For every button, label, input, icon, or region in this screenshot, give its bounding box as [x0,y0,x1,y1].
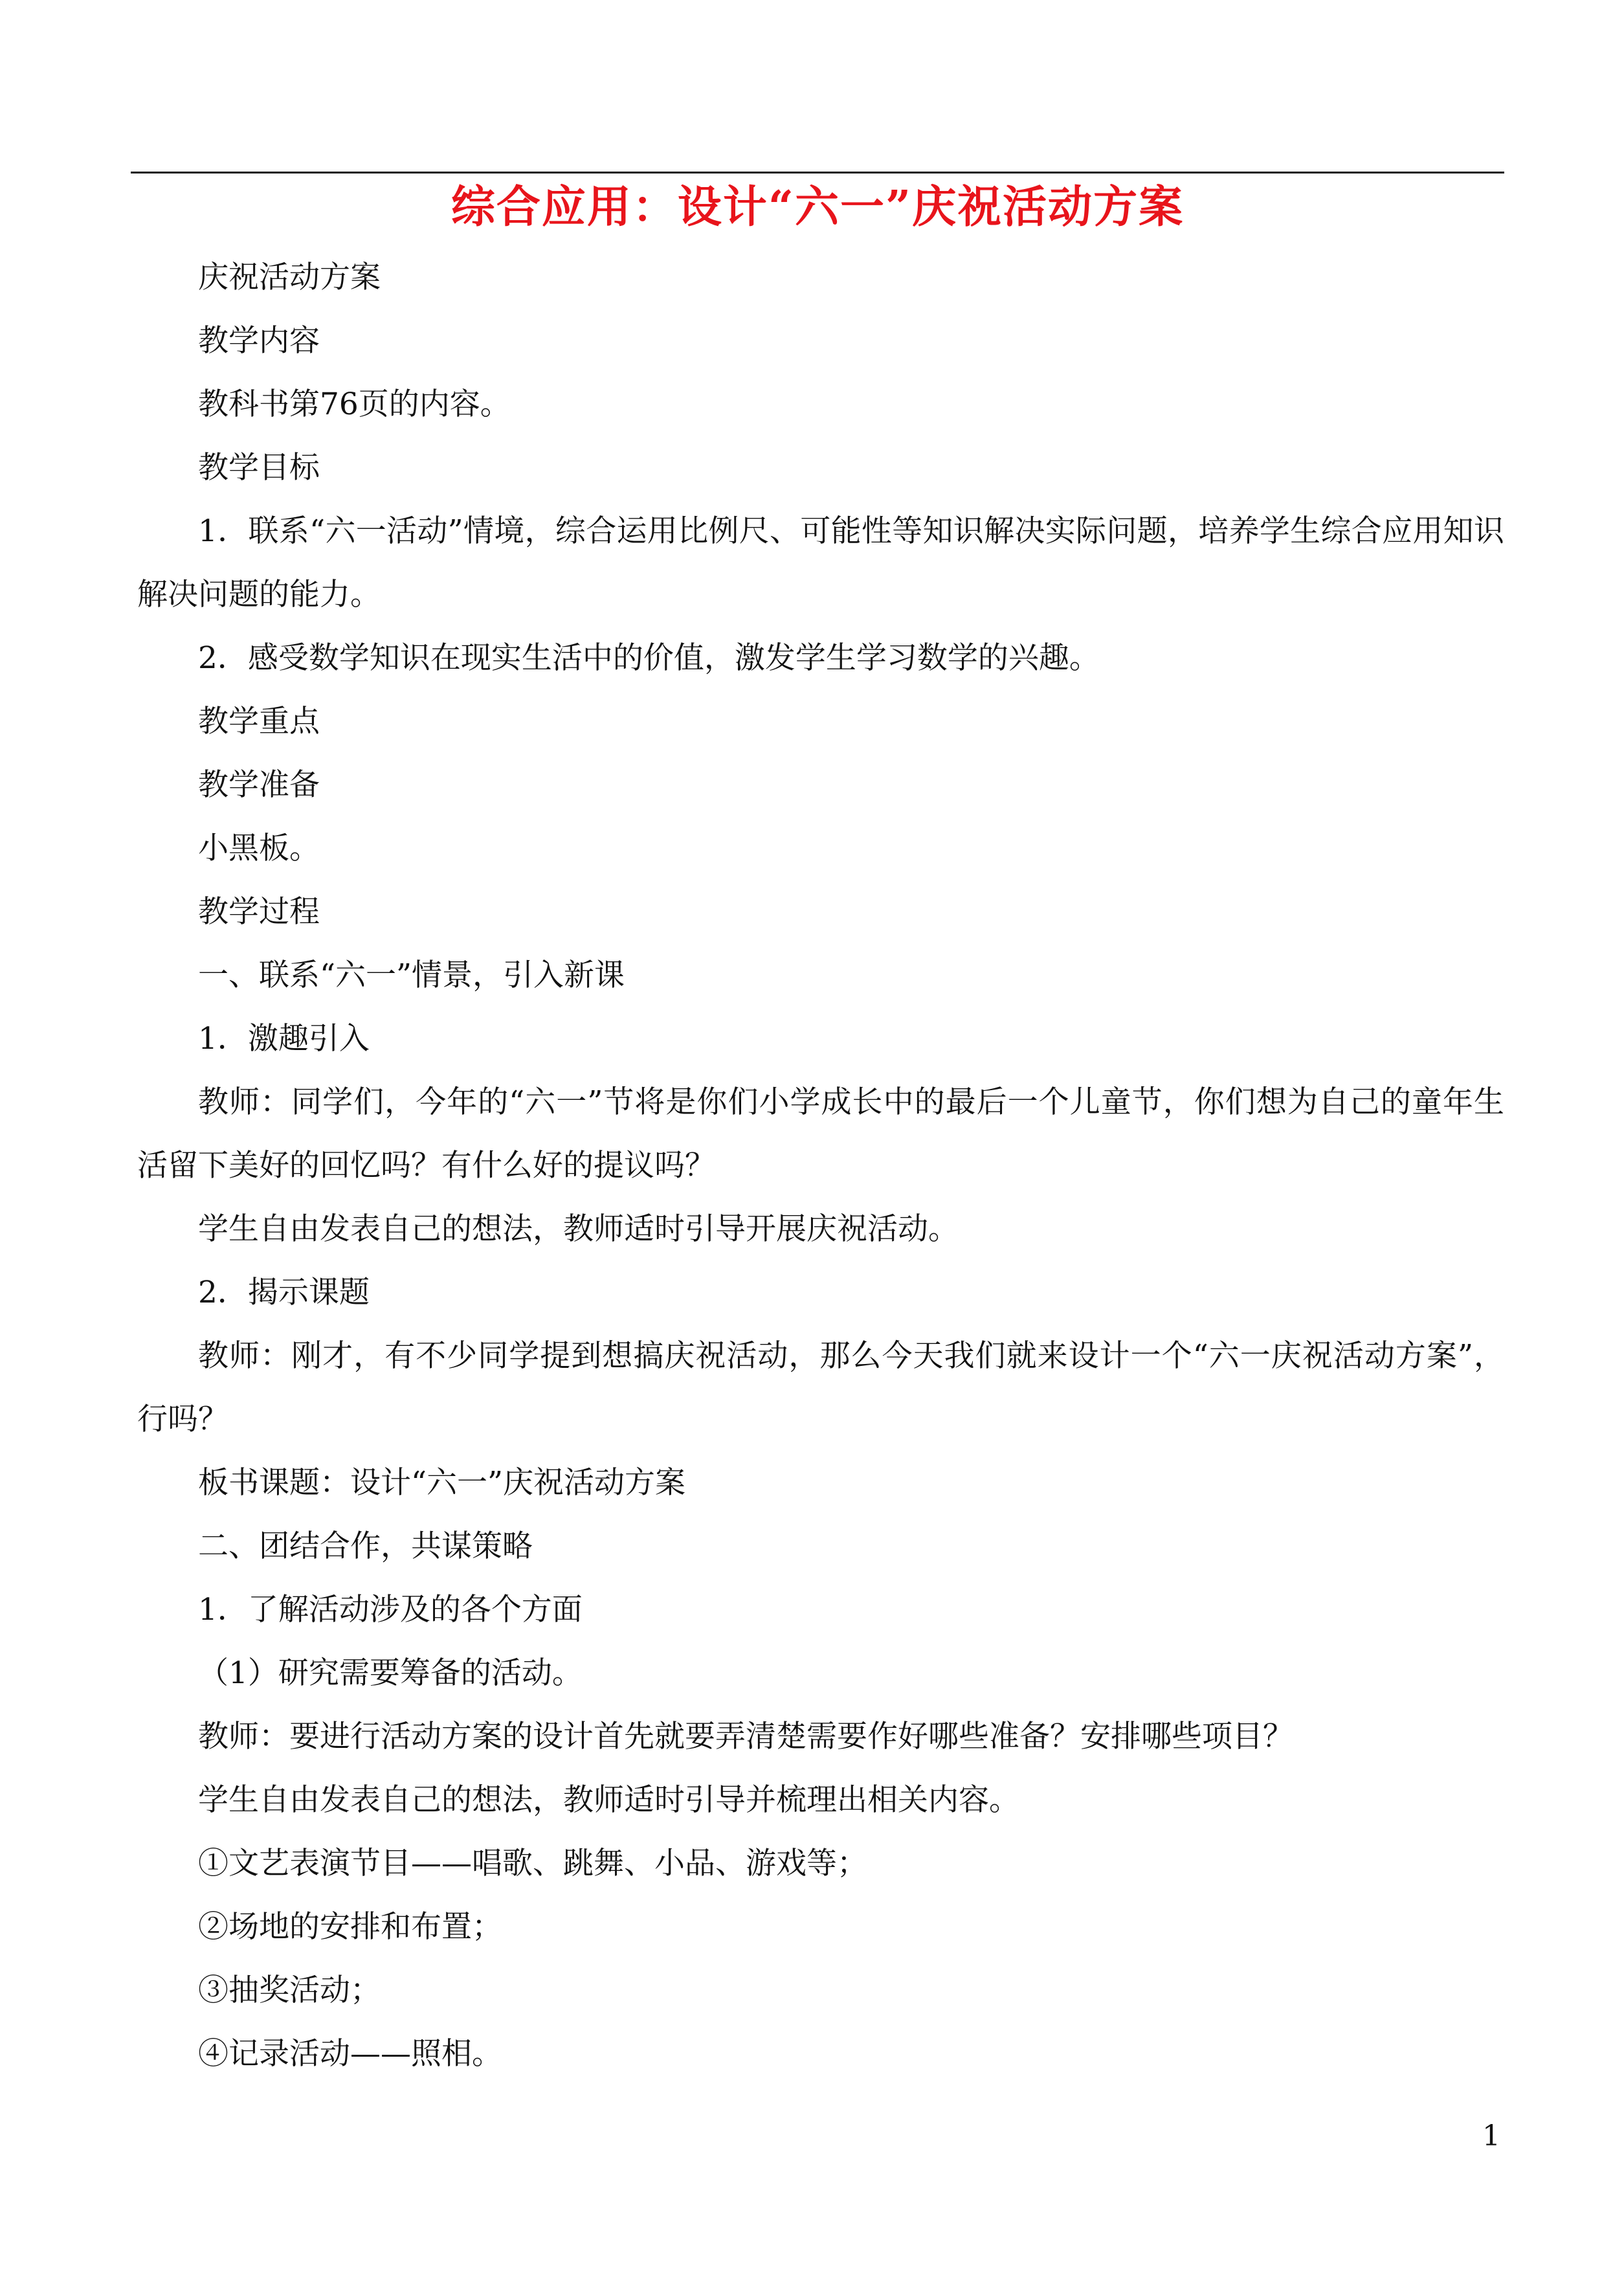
document-title: 综合应用：设计“六一”庆祝活动方案 [450,181,1185,233]
document-body [137,246,1504,2086]
paragraph: 1．激趣引入 [198,1021,370,1057]
list-item: ③抽奖活动； [198,1973,381,2008]
section-heading: 教学内容 [198,323,320,359]
section-heading: 教学准备 [198,767,320,803]
paragraph: 教师：刚才，有不少同学提到想搞庆祝活动，那么今天我们就来设计一个“六一庆祝活动方案”，行吗？ [137,1338,1504,1437]
section-heading: 教学过程 [198,894,320,930]
paragraph: 二、团结合作，共谋策略 [198,1528,533,1564]
list-item: ②场地的安排和布置； [198,1909,502,1945]
page-number: 1 [1482,2120,1500,2153]
paragraph: 教师：要进行活动方案的设计首先就要弄清楚需要作好哪些准备？安排哪些项目？ [198,1719,1293,1754]
paragraph: 2．感受数学知识在现实生活中的价值，激发学生学习数学的兴趣。 [198,640,1100,676]
paragraph: 板书课题：设计“六一”庆祝活动方案 [198,1465,686,1501]
paragraph: 学生自由发表自己的想法，教师适时引导并梳理出相关内容。 [198,1782,1019,1818]
paragraph: 2．揭示课题 [198,1275,370,1310]
section-heading: 教学重点 [198,704,320,739]
paragraph: 教科书第76页的内容。 [198,386,511,422]
paragraph: 教师：同学们，今年的“六一”节将是你们小学成长中的最后一个儿童节，你们想为自己的童年生活留下美好的回忆吗？有什么好的提议吗？ [137,1084,1504,1183]
paragraph: 1．联系“六一活动”情境，综合运用比例尺、可能性等知识解决实际问题，培养学生综合应用知识解决问题的能力。 [137,513,1504,612]
header-rule [131,172,1504,173]
paragraph: 庆祝活动方案 [198,260,381,295]
paragraph: 一、联系“六一”情景，引入新课 [198,957,625,993]
section-heading: 教学目标 [198,450,320,486]
paragraph: 小黑板。 [198,831,320,866]
list-item: ①文艺表演节目——唱歌、跳舞、小品、游戏等； [198,1846,867,1881]
paragraph: 学生自由发表自己的想法，教师适时引导开展庆祝活动。 [198,1211,959,1247]
list-item: ④记录活动——照相。 [198,2036,502,2072]
paragraph: （1）研究需要筹备的活动。 [198,1655,583,1691]
paragraph: 1．了解活动涉及的各个方面 [198,1592,583,1627]
